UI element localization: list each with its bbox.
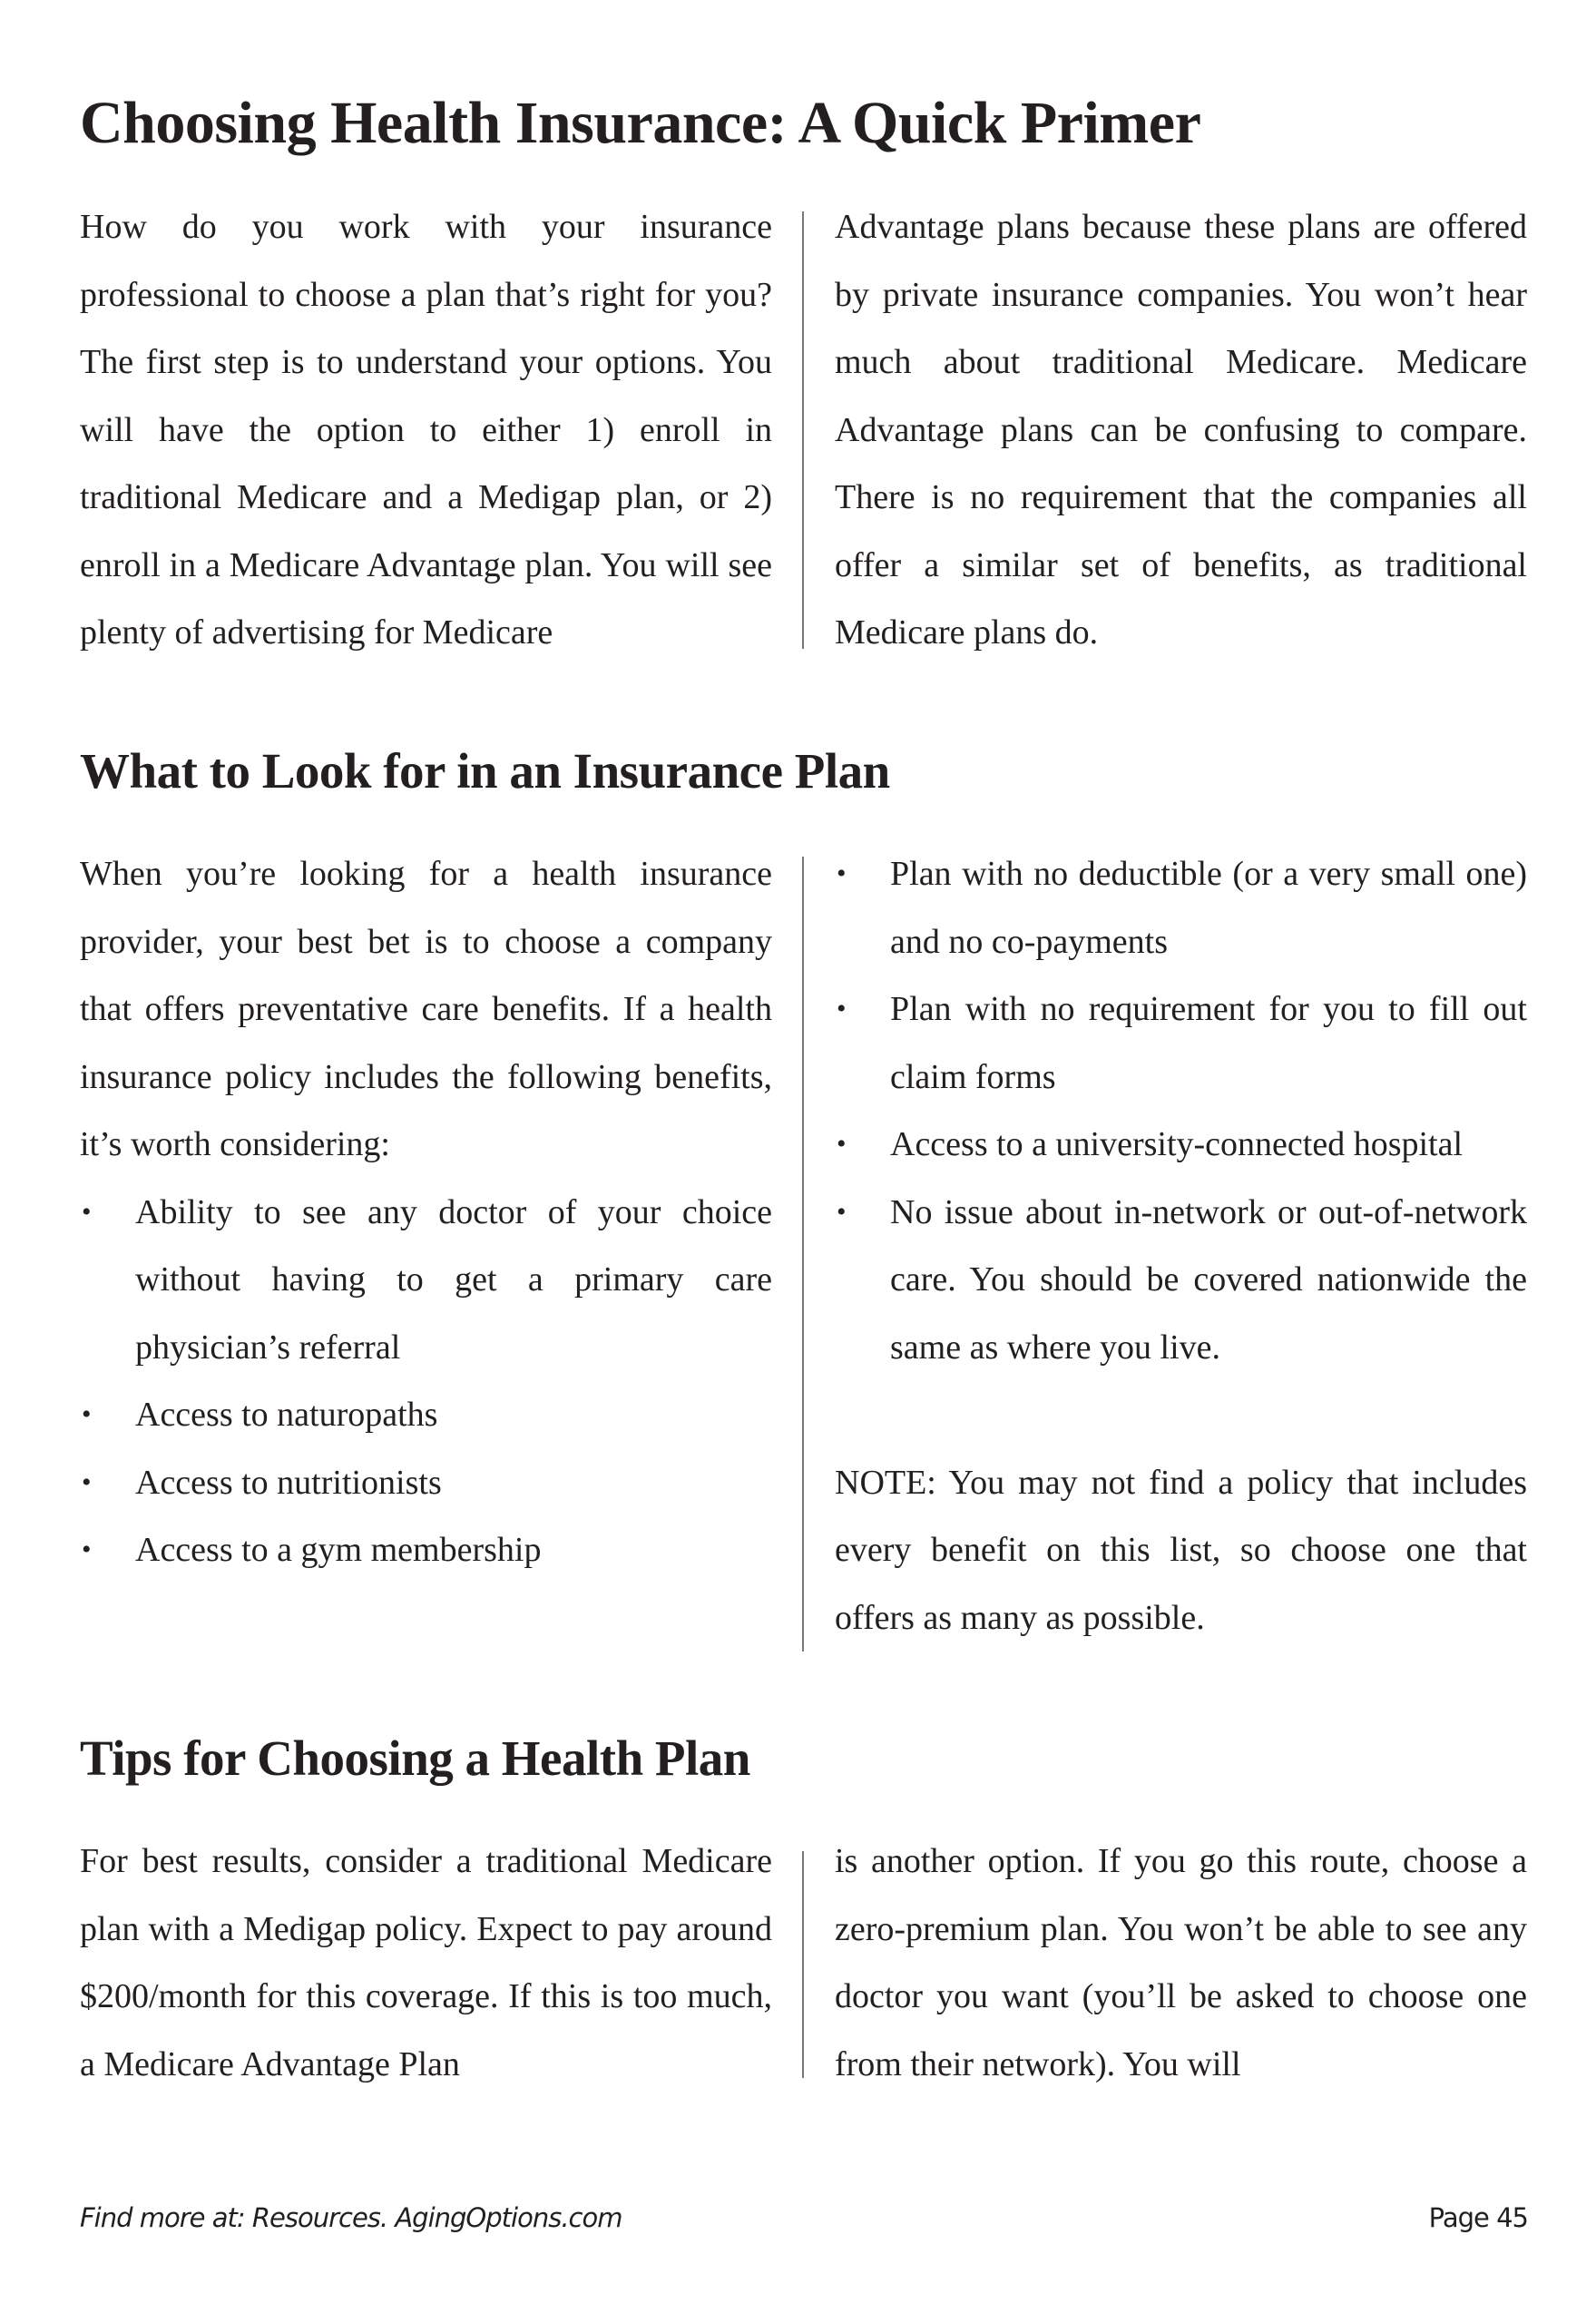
list-item — [835, 1179, 1527, 1382]
list-item-text: Access to a university-connected hospital — [890, 1125, 1464, 1163]
list-item-text: Access to naturopaths — [135, 1396, 438, 1434]
list-item — [80, 1381, 772, 1449]
bullet-icon: • — [82, 1399, 92, 1429]
primer-right-column — [804, 193, 1527, 667]
list-item-text: Plan with no requirement for you to fill out claim forms — [890, 990, 1527, 1096]
bullet-icon: • — [82, 1466, 92, 1497]
section-heading-what-to-look-for: What to Look for in an Insurance Plan — [80, 743, 890, 799]
bullet-icon: • — [82, 1196, 92, 1227]
what-to-look-for-section — [80, 840, 1528, 1652]
bullet-icon: • — [837, 994, 847, 1024]
list-item-text: Ability to see any doctor of your choice without having to get a primary care physician’s referral — [135, 1192, 772, 1367]
footer-source-link[interactable]: Find more at: Resources. AgingOptions.com — [80, 2202, 622, 2233]
page-number: Page 45 — [1428, 2202, 1528, 2233]
page-title: Choosing Health Insurance: A Quick Primer — [80, 90, 1201, 156]
list-item — [80, 1449, 772, 1517]
list-item — [80, 1516, 772, 1584]
tips-right-column — [804, 1828, 1527, 2098]
benefits-list-right — [835, 840, 1527, 1381]
list-item-text: Plan with no deductible (or a very small one) and no co-payments — [890, 855, 1527, 961]
primer-paragraph-right: Advantage plans because these plans are offered by private insurance companies. You won’t hear much about traditional Medicare. Medicare Advantage plans can be confusing to compare. There is no requirement that the companies all offer a similar set of benefits, as traditional Medicare plans do. — [835, 208, 1527, 652]
list-item — [835, 1111, 1527, 1179]
benefits-list-left — [80, 1179, 772, 1584]
what-right-column — [804, 840, 1527, 1652]
tips-left-column — [80, 1828, 802, 2098]
what-left-column — [80, 840, 802, 1584]
primer-paragraph-left: How do you work with your insurance professional to choose a plan that’s right for you? The first step is to understand your options. You will have the option to either 1) enroll in traditional Medicare and a Medigap plan, or 2) enroll in a Medicare Advantage plan. You will see plenty of advertising for Medicare — [80, 208, 772, 652]
primer-section — [80, 193, 1528, 667]
tips-paragraph-left: For best results, consider a traditional Medicare plan with a Medigap policy. Expect to pay around $200/month for this coverage. If this is too much, a Medicare Advantage Plan — [80, 1842, 772, 2083]
tips-section — [80, 1828, 1528, 2098]
note-paragraph: NOTE: You may not find a policy that includes every benefit on this list, so choose one that offers as many as possible. — [835, 1463, 1527, 1637]
bullet-icon: • — [82, 1534, 92, 1564]
page-footer — [80, 2202, 1528, 2233]
list-item — [835, 975, 1527, 1111]
section-heading-tips: Tips for Choosing a Health Plan — [80, 1730, 750, 1786]
list-item-text: Access to nutritionists — [135, 1463, 442, 1502]
tips-paragraph-right: is another option. If you go this route, choose a zero-premium plan. You won’t be able to see any doctor you want (you’ll be asked to choose one from their network). You will — [835, 1842, 1527, 2083]
what-intro-paragraph: When you’re looking for a health insurance provider, your best bet is to choose a company that offers preventative care benefits. If a health insurance policy includes the following benefits, it’s worth considering: — [80, 855, 772, 1163]
list-item — [80, 1179, 772, 1382]
bullet-icon: • — [837, 1129, 847, 1159]
bullet-icon: • — [837, 1196, 847, 1227]
list-item-text: No issue about in-network or out-of-network care. You should be covered nationwide the same as where you live. — [890, 1192, 1527, 1367]
bullet-icon: • — [837, 858, 847, 888]
primer-left-column — [80, 193, 802, 667]
list-item-text: Access to a gym membership — [135, 1531, 542, 1569]
list-item — [835, 840, 1527, 975]
